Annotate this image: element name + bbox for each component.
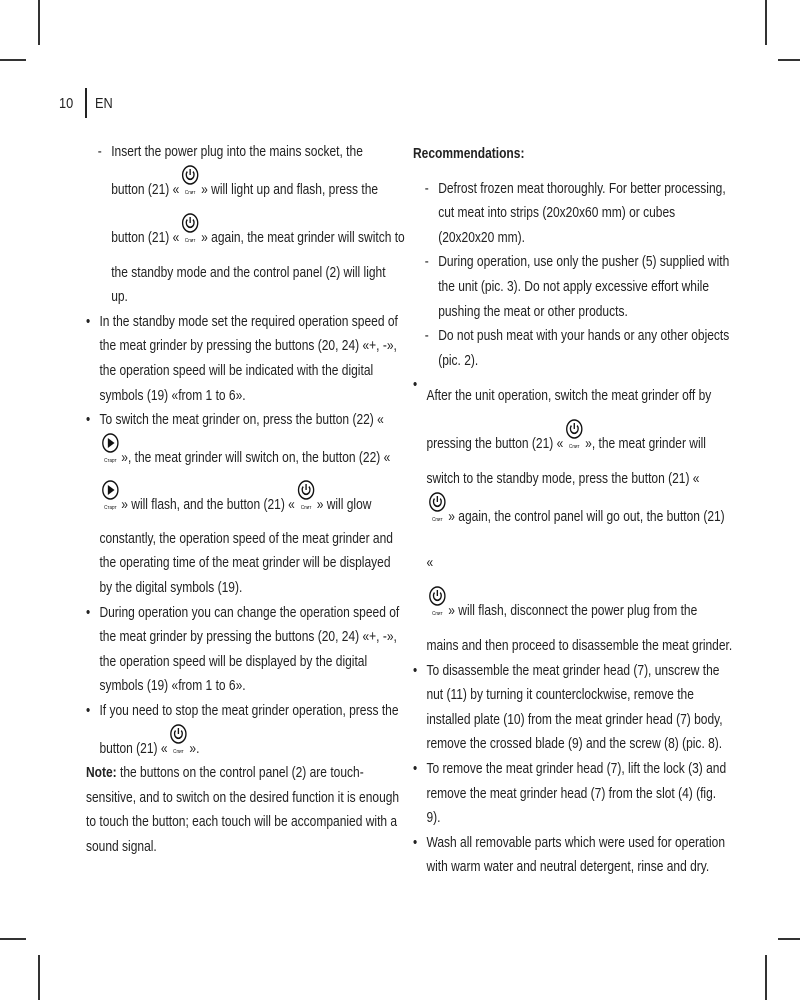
list-item: • To remove the meat grinder head (7), lift the lock (3) and remove the meat grinder head (7) from the slot (4) (fig. 9). [413,757,732,831]
power-icon [180,165,200,197]
power-icon [564,419,584,451]
crop-mark [765,955,767,1000]
svg-text:Спит: Спит [184,237,196,244]
crop-mark [0,59,26,61]
list-item: - Do not push meat with your hands or any other objects (pic. 2). [413,324,732,373]
svg-text:Старт: Старт [104,457,117,464]
list-item: - During operation, use only the pusher (5) supplied with the unit (pic. 3). Do not apply excessive effort while pushing the meat or other products. [413,250,732,324]
svg-text:Спит: Спит [184,189,196,196]
power-icon [168,724,188,756]
svg-text:Спит: Спит [432,516,443,524]
crop-mark [0,938,26,940]
recommendations-heading: Recommendations: [413,146,525,162]
list-item: • Wash all removable parts which were used for operation with warm water and neutral detergent, rinse and dry. [413,831,732,880]
list-item: - Insert the power plug into the mains socket, the button (21) « Спит » will light up and flash, press the button (21) « Спит » again, the meat grinder will switch to the standby mode and the control panel (2) will light up. [86,140,405,310]
page-number: 10 [59,95,74,112]
svg-text:Спит: Спит [173,748,184,755]
crop-mark [778,938,800,940]
language-code: EN [95,95,113,112]
list-item: - Defrost frozen meat thoroughly. For better processing, cut meat into strips (20x20x60 mm) or cubes (20x20x20 mm). [413,177,732,251]
crop-mark [38,955,40,1000]
svg-text:Старт: Старт [104,504,117,511]
svg-text:Спит: Спит [432,610,443,618]
power-icon [296,480,316,512]
list-item: • In the standby mode set the required operation speed of the meat grinder by pressing the buttons (20, 24) «+, -», the operation speed will be indicated with the digital symbols (19) «from 1 to 6». [86,310,405,408]
power-icon [427,586,447,618]
note: Note: the buttons on the control panel (2) are touch-sensitive, and to switch on the desired function it is enough to touch the button; each touch will be accompanied with a sound signal. [86,765,400,855]
play-icon [100,433,120,465]
svg-text:Спит: Спит [300,504,312,511]
svg-text:Спит: Спит [568,444,580,451]
left-column [86,140,404,859]
list-item: • To disassemble the meat grinder head (7), unscrew the nut (11) by turning it counterclockwise, remove the installed plate (10) from the meat grinder head (7) body, remove the crossed blade (9) and the screw (8) (pic. 8). [413,659,732,757]
page-header [0,88,200,118]
crop-mark [765,0,767,45]
header-divider [85,88,87,118]
power-icon [427,492,447,524]
right-column [413,140,731,880]
list-item: • During operation you can change the operation speed of the meat grinder by pressing the buttons (20, 24) «+, -», the operation speed will be displayed by the digital symbols (19) «from 1 to 6». [86,601,405,699]
crop-mark [778,59,800,61]
crop-mark [38,0,40,45]
list-item: • If you need to stop the meat grinder operation, press the button (21) « Спит ». [86,699,405,761]
list-item: • To switch the meat grinder on, press the button (22) « Старт », the meat grinder will switch on, the button (22) « Старт » will flash, and the button (21) « Спит » will glow constantly, the operation speed of the meat grinder and the operating time of the meat grinder will be displayed by the digital symbols (19). [86,408,405,600]
list-item: • After the unit operation, switch the meat grinder off by pressing the button (21) « Спит », the meat grinder will switch to the standby mode, press the button (21) « Спит » again, the control panel will go out, the button (21) « Спит » will flash, disconnect the power plug from the mains and then proceed to disassemble the meat grinder. [413,373,732,658]
power-icon [180,213,200,245]
play-icon [100,480,120,512]
